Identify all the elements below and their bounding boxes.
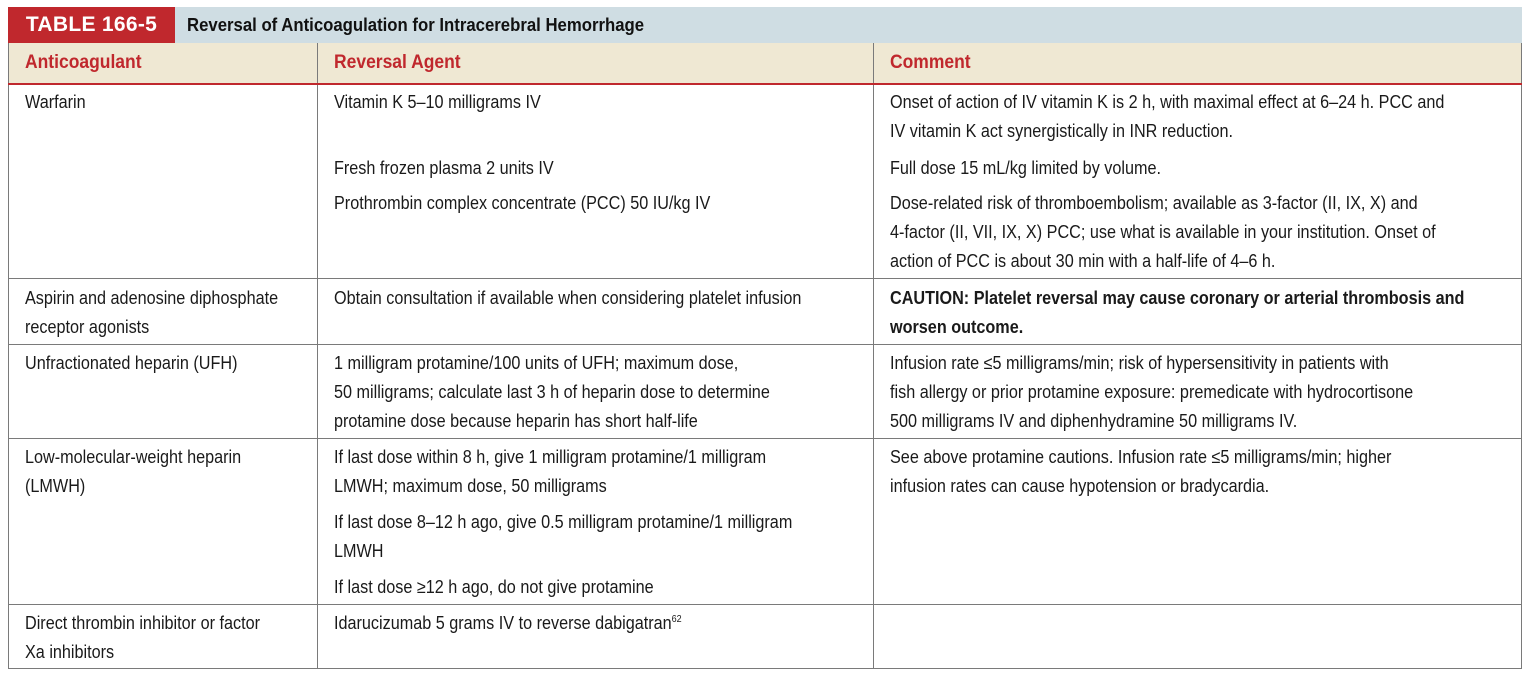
agent-text: Idarucizumab 5 grams IV to reverse dabigatran — [334, 613, 672, 633]
cell-text-line: If last dose 8–12 h ago, give 0.5 milligram protamine/1 milligram — [334, 512, 793, 532]
cell-text-line: 4-factor (II, VII, IX, X) PCC; use what is available in your institution. Onset of — [890, 222, 1436, 242]
row-ufh-comment — [890, 349, 1413, 436]
cell-text-line: receptor agonists — [25, 317, 150, 337]
row-dti-agent — [334, 609, 682, 638]
table-border-left — [8, 43, 9, 668]
row-lmwh-agent-within-8h — [334, 443, 766, 501]
cell-text-line: infusion rates can cause hypotension or bradycardia. — [890, 476, 1270, 496]
cell-text-line: Aspirin and adenosine diphosphate — [25, 288, 279, 308]
cell-text-line: Dose-related risk of thromboembolism; available as 3-factor (II, IX, X) and — [890, 193, 1418, 213]
cell-text-line: Full dose 15 mL/kg limited by volume. — [890, 158, 1162, 178]
header-anticoagulant: Anticoagulant — [25, 52, 142, 73]
reference-superscript: 62 — [671, 614, 682, 625]
cell-text-line: 500 milligrams IV and diphenhydramine 50 milligrams IV. — [890, 411, 1298, 431]
table-title-bar — [8, 7, 1522, 43]
cell-text-line: action of PCC is about 30 min with a half-life of 4–6 h. — [890, 251, 1276, 271]
cell-text-line: Direct thrombin inhibitor or factor — [25, 613, 260, 633]
row-lmwh-agent-8-12h — [334, 508, 792, 566]
header-rule — [8, 83, 1522, 85]
row-aspirin-anticoagulant — [25, 284, 278, 342]
cell-text-line: Infusion rate ≤5 milligrams/min; risk of hypersensitivity in patients with — [890, 353, 1389, 373]
cell-text-line: Obtain consultation if available when considering platelet infusion — [334, 288, 802, 308]
row-lmwh-agent-over-12h — [334, 573, 654, 602]
table-number-label: TABLE 166-5 — [8, 7, 175, 43]
row-warfarin-comment-vitamin-k — [890, 88, 1444, 146]
row-aspirin-caution-comment — [890, 284, 1464, 342]
row-warfarin-anticoagulant — [25, 88, 86, 117]
cell-text-line — [334, 609, 682, 638]
cell-text-line: Fresh frozen plasma 2 units IV — [334, 158, 554, 178]
header-comment: Comment — [890, 52, 971, 73]
table-border-right — [1521, 43, 1522, 668]
cell-text-line: IV vitamin K act synergistically in INR reduction. — [890, 121, 1234, 141]
cell-text-line: If last dose ≥12 h ago, do not give protamine — [334, 577, 654, 597]
header-reversal-agent: Reversal Agent — [334, 52, 461, 73]
row-lmwh-comment — [890, 443, 1391, 501]
row-aspirin-agent — [334, 284, 801, 313]
cell-text-line: LMWH; maximum dose, 50 milligrams — [334, 476, 607, 496]
row-ufh-anticoagulant — [25, 349, 237, 378]
row-divider — [8, 344, 1522, 345]
row-warfarin-agent-ffp — [334, 154, 554, 183]
column-divider — [873, 43, 874, 668]
table-border-bottom — [8, 668, 1522, 669]
cell-text-line: worsen outcome. — [890, 317, 1024, 337]
row-warfarin-agent-pcc — [334, 189, 710, 218]
row-warfarin-comment-pcc — [890, 189, 1436, 276]
table-title: Reversal of Anticoagulation for Intracerebral Hemorrhage — [187, 14, 645, 35]
cell-text-line: Warfarin — [25, 92, 86, 112]
cell-text-line: 1 milligram protamine/100 units of UFH; maximum dose, — [334, 353, 739, 373]
column-divider — [317, 43, 318, 668]
row-dti-anticoagulant — [25, 609, 260, 667]
row-lmwh-anticoagulant — [25, 443, 241, 501]
cell-text-line: Onset of action of IV vitamin K is 2 h, with maximal effect at 6–24 h. PCC and — [890, 92, 1445, 112]
cell-text-line: 50 milligrams; calculate last 3 h of heparin dose to determine — [334, 382, 770, 402]
cell-text-line: CAUTION: Platelet reversal may cause coronary or arterial thrombosis and — [890, 288, 1465, 308]
row-divider — [8, 278, 1522, 279]
row-warfarin-agent-vitamin-k — [334, 88, 541, 117]
cell-text-line: Prothrombin complex concentrate (PCC) 50 IU/kg IV — [334, 193, 711, 213]
cell-text-line: See above protamine cautions. Infusion rate ≤5 milligrams/min; higher — [890, 447, 1392, 467]
cell-text-line: (LMWH) — [25, 476, 86, 496]
cell-text-line: Vitamin K 5–10 milligrams IV — [334, 92, 541, 112]
table-header-row — [8, 43, 1522, 83]
cell-text-line: Low-molecular-weight heparin — [25, 447, 242, 467]
cell-text-line: Xa inhibitors — [25, 642, 115, 662]
row-ufh-agent — [334, 349, 770, 436]
cell-text-line: LMWH — [334, 541, 384, 561]
row-divider — [8, 438, 1522, 439]
row-divider — [8, 604, 1522, 605]
row-warfarin-comment-ffp — [890, 154, 1161, 183]
cell-text-line: If last dose within 8 h, give 1 milligram protamine/1 milligram — [334, 447, 767, 467]
cell-text-line: Unfractionated heparin (UFH) — [25, 353, 238, 373]
cell-text-line: fish allergy or prior protamine exposure: premedicate with hydrocortisone — [890, 382, 1414, 402]
cell-text-line: protamine dose because heparin has short half-life — [334, 411, 698, 431]
